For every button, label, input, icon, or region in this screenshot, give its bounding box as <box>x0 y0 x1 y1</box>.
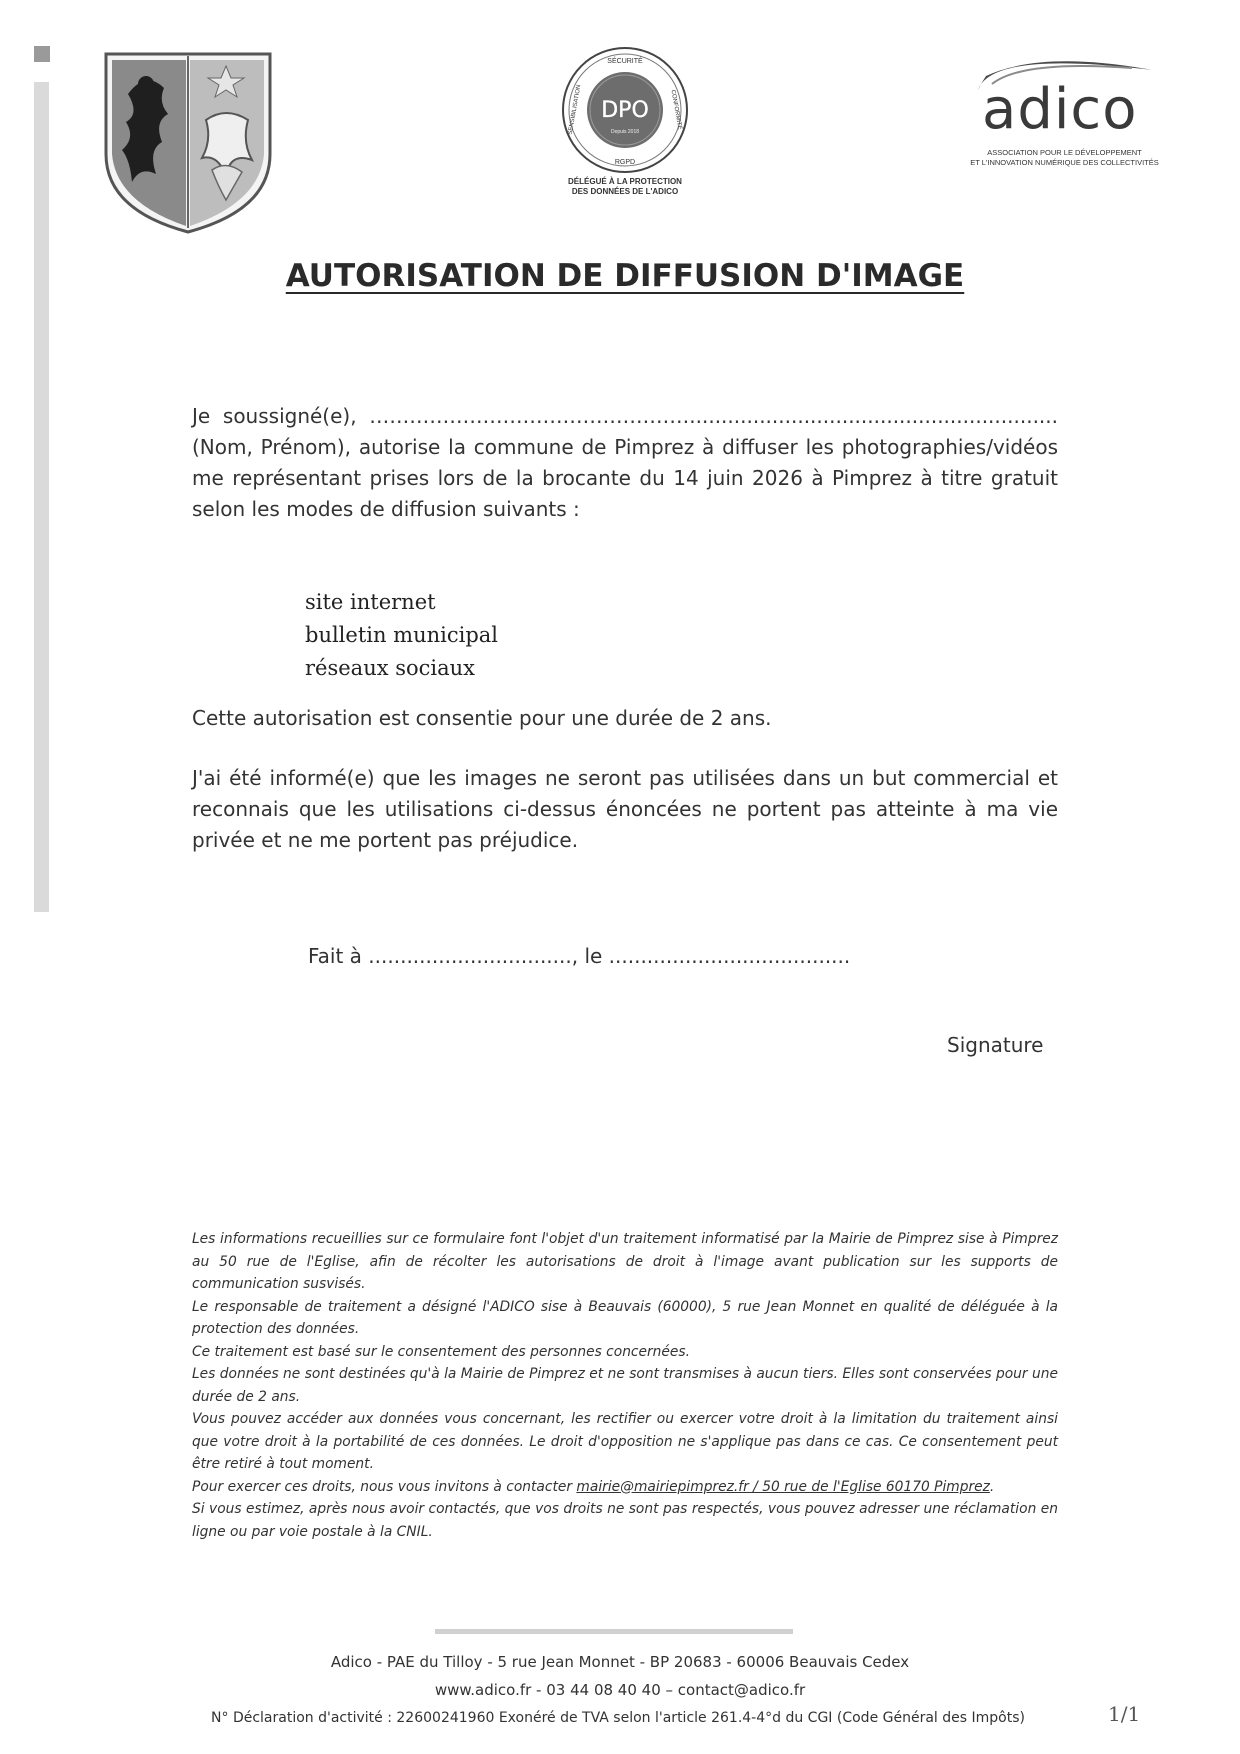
dpo-ring-top: SÉCURITÉ <box>607 58 643 65</box>
adico-wordmark: adico <box>982 77 1138 142</box>
dpo-ring-right: CONFORMITÉ <box>669 89 683 131</box>
municipal-coat-of-arms-icon <box>102 50 274 236</box>
scan-edge-strip <box>34 82 49 912</box>
mode-item-social: réseaux sociaux <box>305 656 476 680</box>
dpo-center-text: DPO <box>601 98 649 123</box>
legal-line: Ce traitement est basé sur le consentement des personnes concernées. <box>192 1343 690 1360</box>
legal-line: Si vous estimez, après nous avoir contactés, que vos droits ne sont pas respectés, vous pouvez adresser une réclamation en ligne ou par voie postale à la CNIL. <box>192 1501 1058 1540</box>
mode-item-website: site internet <box>305 590 436 614</box>
dpo-badge <box>555 45 695 203</box>
mode-item-bulletin: bulletin municipal <box>305 623 499 647</box>
adico-tagline-line1: ASSOCIATION POUR LE DÉVELOPPEMENT <box>987 148 1142 157</box>
legal-contact-suffix: . <box>989 1478 995 1495</box>
dpo-ring-left: SENSIBILISATION <box>567 84 583 136</box>
legal-contact-prefix: Pour exercer ces droits, nous vous invitons à contacter <box>192 1478 577 1495</box>
scan-mark <box>34 46 50 62</box>
legal-line: Vous pouvez accéder aux données vous concernant, les rectifier ou exercer votre droit à la limitation du traitement ainsi que votre droit à la portabilité de ces données. Le droit d'opposition ne s'applique pas dans ce cas. Ce consentement peut être retiré à tout moment. <box>192 1411 1058 1472</box>
adico-tagline-line2: ET L'INNOVATION NUMÉRIQUE DES COLLECTIVITÉS <box>970 158 1159 167</box>
signature-label: Signature <box>947 1033 1044 1057</box>
place-date-field: Fait à ................................, le ...................................... <box>308 944 851 968</box>
page-number: 1/1 <box>1108 1702 1141 1726</box>
legal-contact-line <box>192 1476 1058 1499</box>
dpo-caption-line1: DÉLÉGUÉ À LA PROTECTION <box>568 177 682 186</box>
diffusion-modes-list <box>305 586 498 685</box>
contact-link[interactable]: mairie@mairiepimprez.fr / 50 rue de l'Eglise 60170 Pimprez <box>576 1478 990 1495</box>
footer-address: Adico - PAE du Tilloy - 5 rue Jean Monnet - BP 20683 - 60006 Beauvais Cedex <box>330 1653 910 1671</box>
dpo-caption-line2: DES DONNÉES DE L'ADICO <box>571 187 679 196</box>
informed-paragraph: J'ai été informé(e) que les images ne seront pas utilisées dans un but commercial et reconnais que les utilisations ci-dessus énoncées ne portent pas atteinte à ma vie privée et ne me portent pas préjudice. <box>192 766 1058 852</box>
footer-declaration: N° Déclaration d'activité : 22600241960 Exonéré de TVA selon l'article 261.4-4°d du CGI (Code Général des Impôts) <box>211 1710 1025 1726</box>
intro-paragraph: Je soussigné(e), …………………………………………..........................................................(Nom, Prénom), autorise la commune de Pimprez à diffuser les photographies/vidéos me représentant prises lors de la brocante du 14 juin 2026 à Pimprez à titre gratuit selon les modes de diffusion suivants : <box>192 404 1058 521</box>
adico-logo <box>952 44 1177 174</box>
footer-contact: www.adico.fr - 03 44 08 40 40 – contact@adico.fr <box>434 1681 806 1699</box>
legal-line: Les informations recueillies sur ce formulaire font l'objet d'un traitement informatisé par la Mairie de Pimprez sise à Pimprez au 50 rue de l'Eglise, afin de récolter les autorisations de droit à l'image avant publication sur les supports de communication susvisés. <box>192 1231 1058 1292</box>
dpo-seal-icon <box>560 45 690 175</box>
legal-notice <box>192 1228 1058 1543</box>
legal-line: Le responsable de traitement a désigné l'ADICO sise à Beauvais (60000), 5 rue Jean Monnet en qualité de déléguée à la protection des données. <box>192 1298 1058 1337</box>
legal-line: Les données ne sont destinées qu'à la Mairie de Pimprez et ne sont transmises à aucun tiers. Elles sont conservées pour une durée de 2 ans. <box>192 1366 1058 1405</box>
document-title: AUTORISATION DE DIFFUSION D'IMAGE <box>285 258 965 294</box>
duration-paragraph: Cette autorisation est consentie pour une durée de 2 ans. <box>192 706 772 730</box>
dpo-inner-small: Depuis 2018 <box>610 129 640 135</box>
dpo-ring-bottom: RGPD <box>614 159 636 166</box>
footer-divider <box>435 1629 793 1634</box>
